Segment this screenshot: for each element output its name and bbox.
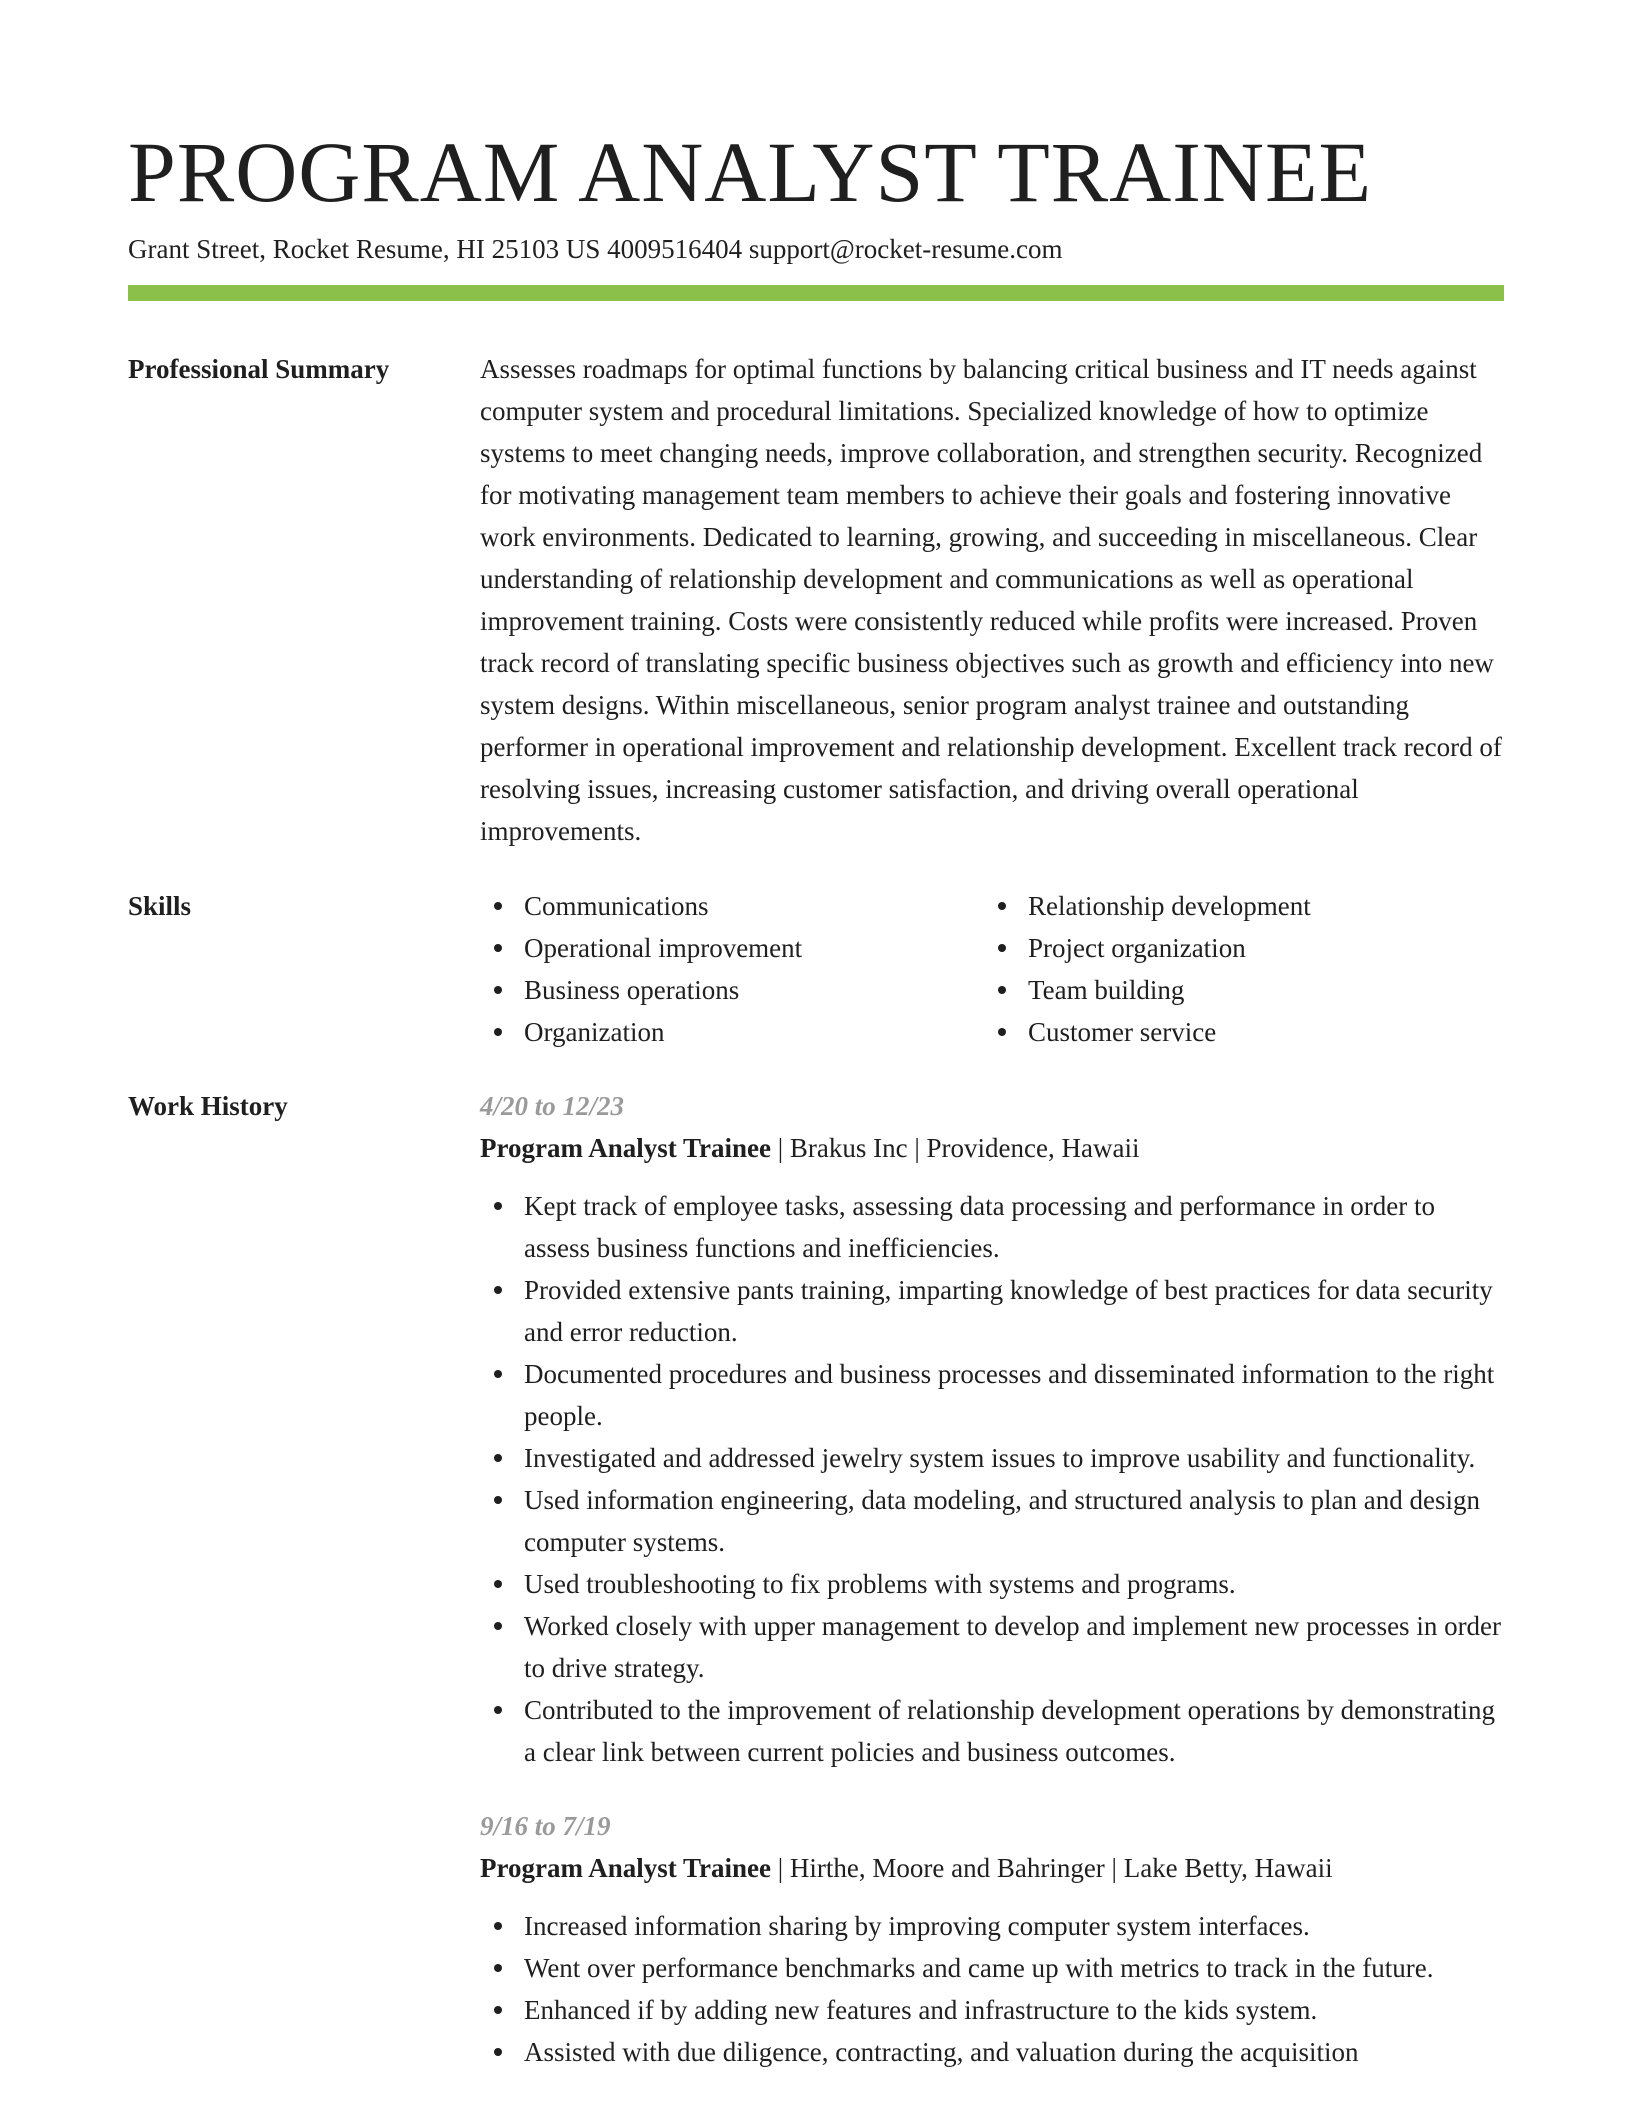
job-duty: Worked closely with upper management to develop and implement new processes in order to drive strategy. bbox=[480, 1605, 1504, 1689]
summary-heading: Professional Summary bbox=[128, 354, 390, 384]
work-history-body bbox=[480, 1085, 1504, 2105]
job-duty: Used information engineering, data modeling, and structured analysis to plan and design computer systems. bbox=[480, 1479, 1504, 1563]
job-dates: 9/16 to 7/19 bbox=[480, 1811, 611, 1841]
job-duty: Documented procedures and business processes and disseminated information to the right people. bbox=[480, 1353, 1504, 1437]
resume-name: PROGRAM ANALYST TRAINEE bbox=[128, 124, 1373, 220]
job-duties-list bbox=[480, 1905, 1504, 2073]
skill-item: Relationship development bbox=[984, 885, 1488, 927]
job-company: Brakus Inc bbox=[789, 1133, 908, 1163]
job-company: Hirthe, Moore and Bahringer bbox=[789, 1853, 1105, 1883]
header-divider bbox=[128, 285, 1504, 301]
job-duty: Provided extensive pants training, imparting knowledge of best practices for data security and error reduction. bbox=[480, 1269, 1504, 1353]
skills-list bbox=[480, 885, 1504, 1053]
job-duty: Enhanced if by adding new features and infrastructure to the kids system. bbox=[480, 1989, 1504, 2031]
job-duty: Contributed to the improvement of relationship development operations by demonstrating a clear link between current policies and business outcomes. bbox=[480, 1689, 1504, 1773]
skill-item: Organization bbox=[480, 1011, 984, 1053]
skill-item: Business operations bbox=[480, 969, 984, 1011]
job-duty: Used troubleshooting to fix problems with systems and programs. bbox=[480, 1563, 1504, 1605]
job-heading bbox=[480, 1127, 1504, 1169]
job-duty: Went over performance benchmarks and came up with metrics to track in the future. bbox=[480, 1947, 1504, 1989]
skill-item: Team building bbox=[984, 969, 1488, 1011]
skills-heading: Skills bbox=[128, 891, 192, 921]
skill-item: Customer service bbox=[984, 1011, 1488, 1053]
summary-text: Assesses roadmaps for optimal functions by balancing critical business and IT needs against computer system and procedural limitations. Specialized knowledge of how to optimize systems to meet changing needs, improve collaboration, and strengthen security. Recognized for motivating management team members to achieve their goals and fostering innovative work environments. Dedicated to learning, growing, and succeeding in miscellaneous. Clear understanding of relationship development and communications as well as operational improvement training. Costs were consistently reduced while profits were increased. Proven track record of translating specific business objectives such as growth and efficiency into new system designs. Within miscellaneous, senior program analyst trainee and outstanding performer in operational improvement and relationship development. Excellent track record of resolving issues, increasing customer satisfaction, and driving overall operational improvements. bbox=[480, 354, 1502, 846]
skill-item: Operational improvement bbox=[480, 927, 984, 969]
skill-item: Project organization bbox=[984, 927, 1488, 969]
job-separator: | bbox=[770, 1853, 790, 1883]
job-location: Providence, Hawaii bbox=[926, 1133, 1140, 1163]
job-duties-list bbox=[480, 1185, 1504, 1773]
job-title: Program Analyst Trainee bbox=[480, 1133, 771, 1163]
job-title: Program Analyst Trainee bbox=[480, 1853, 771, 1883]
skill-item: Communications bbox=[480, 885, 984, 927]
summary-body bbox=[480, 348, 1504, 852]
job-location: Lake Betty, Hawaii bbox=[1123, 1853, 1333, 1883]
job-entry bbox=[480, 1805, 1504, 2073]
job-duty: Investigated and addressed jewelry system issues to improve usability and functionality. bbox=[480, 1437, 1504, 1479]
job-separator: | bbox=[770, 1133, 790, 1163]
skills-body bbox=[480, 885, 1504, 1053]
job-duty: Increased information sharing by improving computer system interfaces. bbox=[480, 1905, 1504, 1947]
job-separator: | bbox=[1104, 1853, 1124, 1883]
work-history-heading: Work History bbox=[128, 1091, 288, 1121]
job-heading bbox=[480, 1847, 1504, 1889]
job-duty: Kept track of employee tasks, assessing data processing and performance in order to assess business functions and inefficiencies. bbox=[480, 1185, 1504, 1269]
job-separator: | bbox=[907, 1133, 927, 1163]
job-duty: Assisted with due diligence, contracting, and valuation during the acquisition bbox=[480, 2031, 1504, 2073]
contact-line: Grant Street, Rocket Resume, HI 25103 US 4009516404 support@rocket-resume.com bbox=[128, 234, 1063, 264]
job-dates: 4/20 to 12/23 bbox=[480, 1091, 625, 1121]
job-entry bbox=[480, 1085, 1504, 1773]
